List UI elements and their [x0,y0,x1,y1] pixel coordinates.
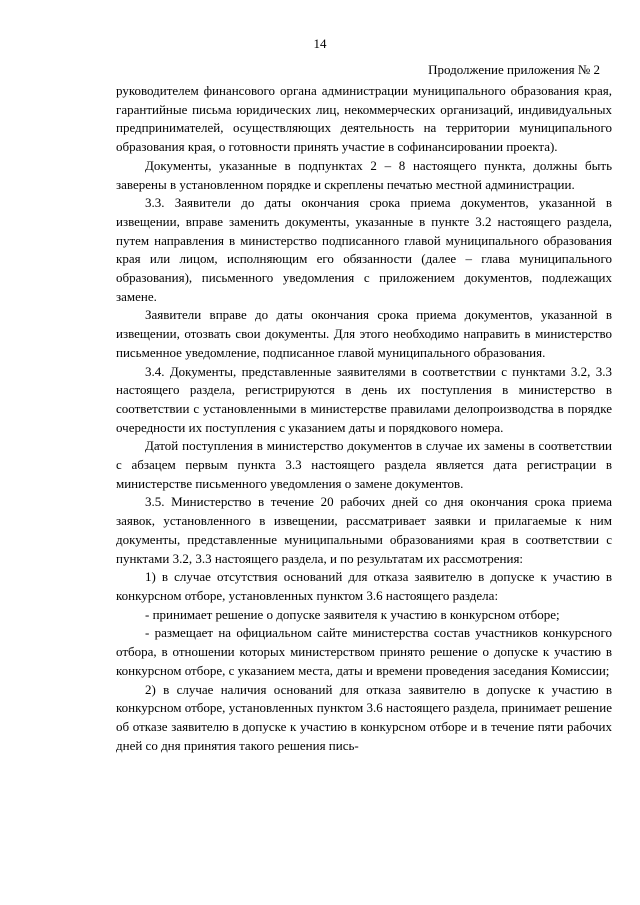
paragraph: 3.3. Заявители до даты окончания срока приема документов, указанной в извещении, вправе заменить документы, указанные в пункте 3.2 настоящего раздела, путем направления в министерство подписанного главой муниципального образования края или лицом, исполняющим его обязанности (далее – глава муниципального образования), письменного уведомления с приложением документов, подлежащих замене. [116,195,612,304]
list-item: - принимает решение о допуске заявителя к участию в конкурсном отборе; [145,606,560,622]
paragraph: Заявители вправе до даты окончания срока приема документов, указанной в извещении, отозвать свои документы. Для этого необходимо направить в министерство письменное уведомление, подписанное главой муниципального образования. [116,307,612,360]
document-body [116,82,612,755]
paragraph: 3.5. Министерство в течение 20 рабочих дней со дня окончания срока приема заявок, установленного в извещении, рассматривает заявки и прилагаемые к ним документы, представленные муниципальными образованиями края в соответствии с пунктами 3.2, 3.3 настоящего раздела, и по результатам их рассмотрения: [116,494,612,566]
page-number: 14 [313,36,327,51]
paragraph: Документы, указанные в подпунктах 2 – 8 настоящего пункта, должны быть заверены в установленном порядке и скреплены печатью местной администрации. [116,157,612,192]
paragraph: Датой поступления в министерство документов в случае их замены в соответствии с абзацем первым пункта 3.3 настоящего раздела является дата регистрации в министерстве письменного уведомления о замене документов. [116,438,612,491]
paragraph: руководителем финансового органа администрации муниципального образования края, гарантийные письма юридических лиц, некоммерческих организаций, индивидуальных предпринимателей, осуществляющих деятельность на территории муниципального образования края, о готовности принять участие в софинансировании проекта). [116,83,612,155]
appendix-label: Продолжение приложения № 2 [428,62,600,77]
paragraph: 3.4. Документы, представленные заявителями в соответствии с пунктами 3.2, 3.3 настоящего раздела, регистрируются в день их поступления в министерство в соответствии с установленными в министерстве правилами делопроизводства в порядке очередности их поступления с указанием даты и порядкового номера. [116,363,612,435]
list-item: 2) в случае наличия оснований для отказа заявителю в допуске к участию в конкурсном отборе, установленных пунктом 3.6 настоящего раздела, принимает решение об отказе заявителю в допуске к участию в конкурсном отборе и в течение пяти рабочих дней со дня принятия такого решения пись- [116,681,612,753]
list-item: - размещает на официальном сайте министерства состав участников конкурсного отбора, в отношении которых министерством принято решение о допуске к участию в конкурсном отборе, с указанием места, даты и времени проведения заседания Комиссии; [116,625,612,678]
list-item: 1) в случае отсутствия оснований для отказа заявителю в допуске к участию в конкурсном отборе, установленных пунктом 3.6 настоящего раздела: [116,569,612,603]
